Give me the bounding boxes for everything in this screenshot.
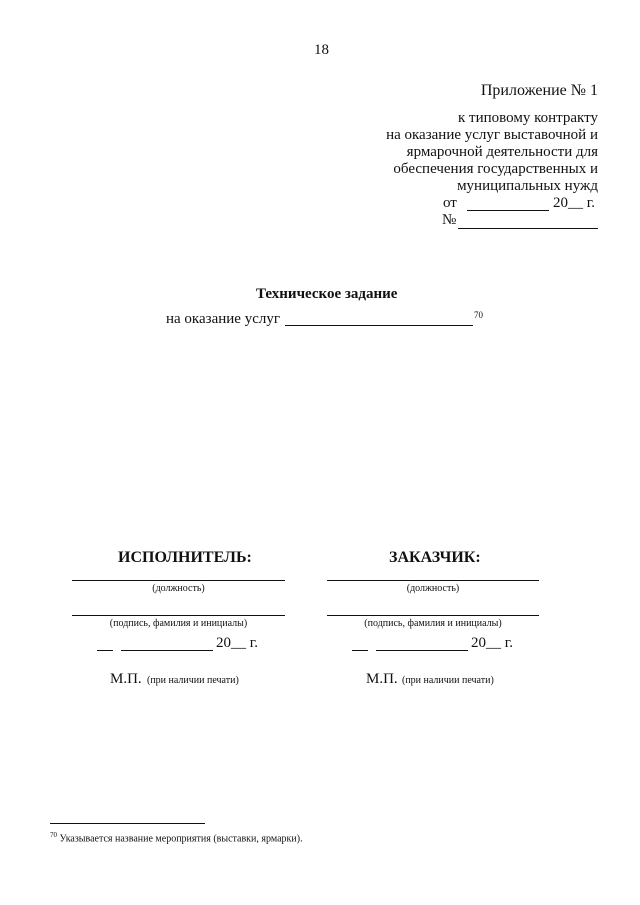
executor-day-blank bbox=[97, 650, 113, 651]
customer-day-blank bbox=[352, 650, 368, 651]
executor-stamp: М.П. bbox=[110, 671, 142, 687]
appendix-line: на оказание услуг выставочной и bbox=[386, 127, 598, 143]
page-number: 18 bbox=[314, 42, 329, 58]
service-name-blank bbox=[285, 325, 473, 326]
appendix-line: обеспечения государственных и bbox=[393, 161, 598, 177]
customer-signature-label: (подпись, фамилия и инициалы) bbox=[364, 618, 502, 629]
document-subtitle: на оказание услуг bbox=[166, 311, 280, 327]
appendix-date-blank bbox=[467, 210, 549, 211]
customer-date-year: 20__ г. bbox=[471, 635, 513, 651]
customer-month-blank bbox=[376, 650, 468, 651]
appendix-line: муниципальных нужд bbox=[457, 178, 598, 194]
appendix-title: Приложение № 1 bbox=[480, 82, 598, 99]
executor-position-label: (должность) bbox=[152, 583, 205, 594]
footnote-number: 70 bbox=[50, 831, 57, 839]
appendix-number-prefix: № bbox=[442, 212, 457, 228]
executor-title: ИСПОЛНИТЕЛЬ: bbox=[118, 549, 252, 566]
executor-signature-line bbox=[72, 615, 285, 616]
appendix-date-year: 20__ г. bbox=[553, 195, 595, 211]
document-title: Техническое задание bbox=[256, 286, 398, 302]
customer-position-line bbox=[327, 580, 539, 581]
executor-month-blank bbox=[121, 650, 213, 651]
footnote-ref: 70 bbox=[474, 310, 483, 320]
customer-title: ЗАКАЗЧИК: bbox=[389, 549, 481, 566]
executor-position-line bbox=[72, 580, 285, 581]
footnote-separator bbox=[50, 823, 205, 824]
customer-signature-line bbox=[327, 615, 539, 616]
customer-stamp-note: (при наличии печати) bbox=[402, 675, 494, 686]
footnote bbox=[50, 831, 303, 844]
appendix-line: к типовому контракту bbox=[458, 110, 598, 126]
appendix-date-prefix: от bbox=[443, 195, 457, 211]
executor-signature-label: (подпись, фамилия и инициалы) bbox=[109, 618, 248, 629]
executor-stamp-note: (при наличии печати) bbox=[147, 675, 239, 686]
footnote-text: Указывается название мероприятия (выставки, ярмарки). bbox=[59, 833, 303, 845]
customer-stamp: М.П. bbox=[366, 671, 398, 687]
appendix-line: ярмарочной деятельности для bbox=[406, 144, 598, 160]
customer-position-label: (должность) bbox=[406, 583, 460, 594]
appendix-number-blank bbox=[458, 228, 598, 229]
executor-date-year: 20__ г. bbox=[216, 635, 258, 651]
